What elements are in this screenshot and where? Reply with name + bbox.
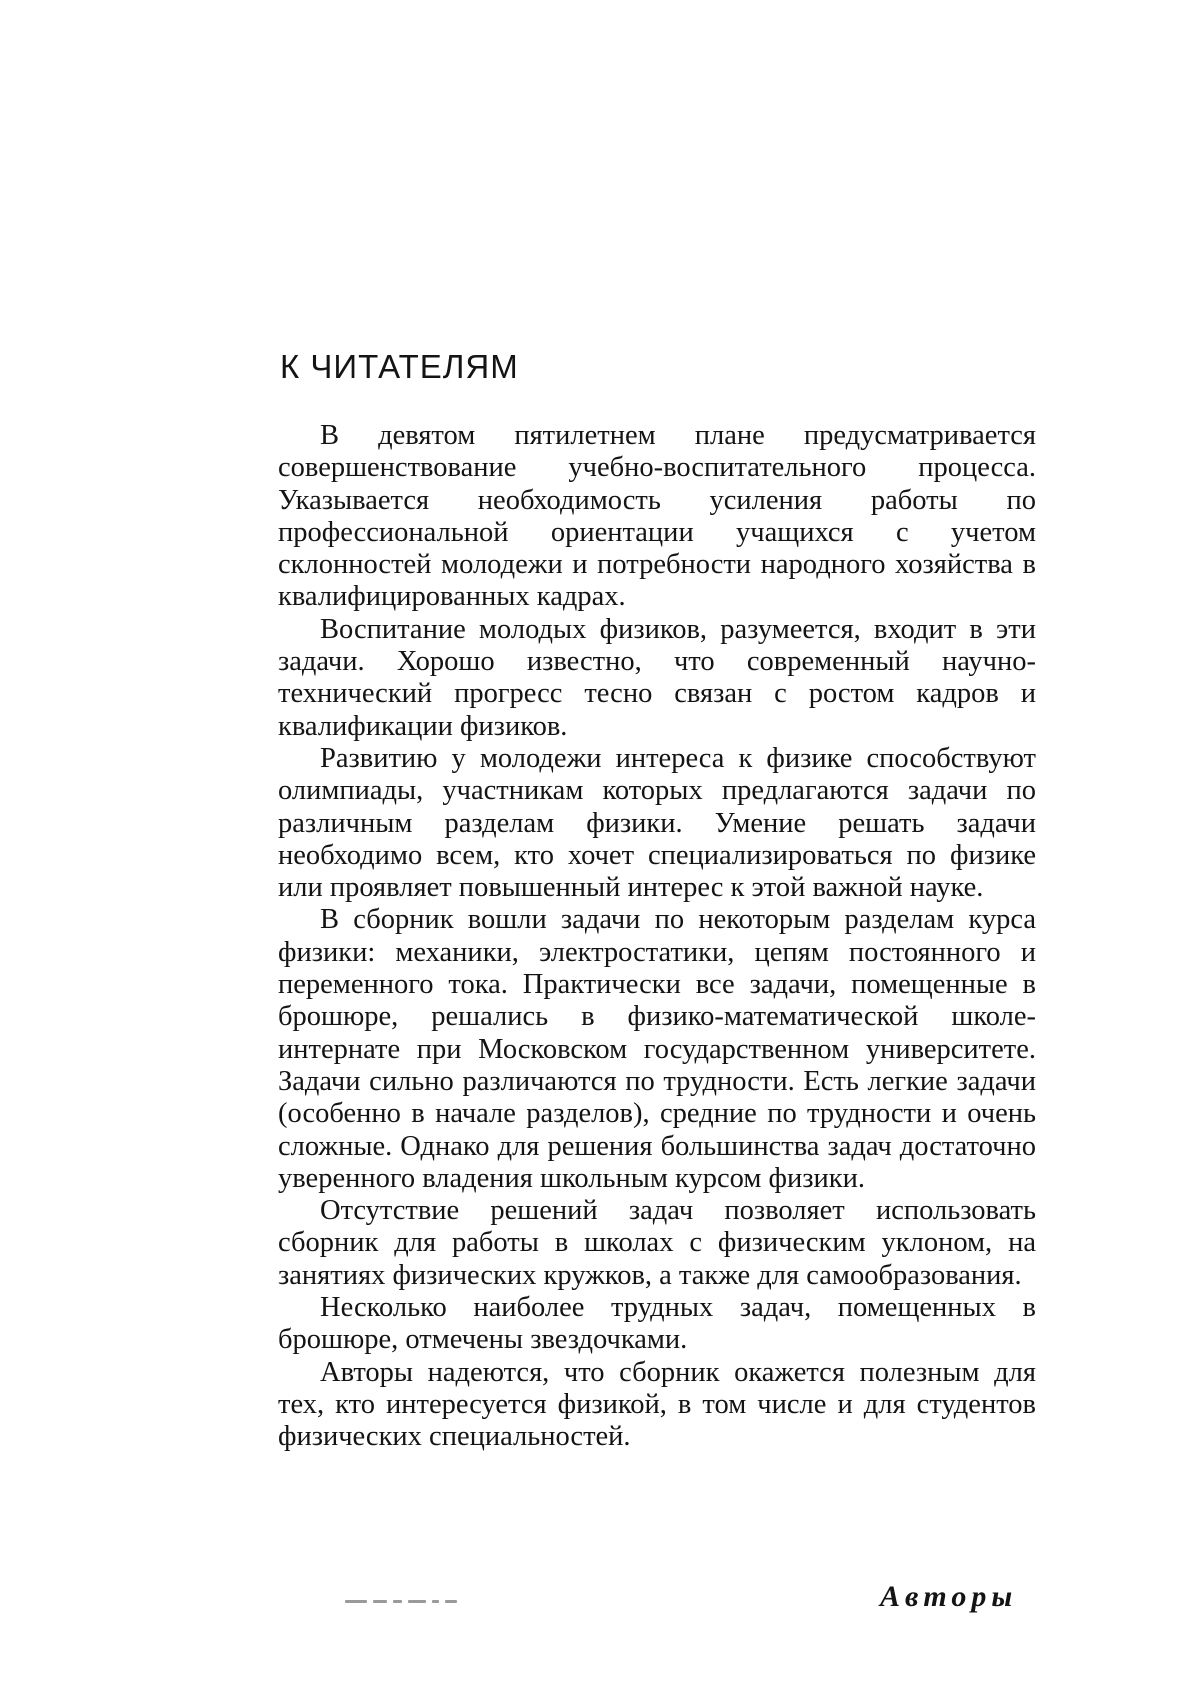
paragraph-authors-hope: Авторы надеются, что сборник окажется полезным для тех, кто интересуется физикой, в том числе и для студентов физических специальностей. bbox=[278, 1356, 1036, 1453]
paragraph-collection-contents: В сборник вошли задачи по некоторым разделам курса физики: механики, электростатики, цепям постоянного и переменного тока. Практически все задачи, помещенные в брошюре, решались в физико-математической школе-интернате при Московском государственном университете. Задачи сильно различаются по трудности. Есть легкие задачи (особенно в начале разделов), средние по трудности и очень сложные. Однако для решения большинства задач достаточно уверенного владения школьным курсом физики. bbox=[278, 904, 1036, 1194]
paragraph-no-solutions: Отсутствие решений задач позволяет использовать сборник для работы в школах с физическим уклоном, на занятиях физических кружков, а также для самообразования. bbox=[278, 1195, 1036, 1291]
signature-authors: Авторы bbox=[880, 1580, 1018, 1613]
paragraph-olympiads: Развитию у молодежи интереса к физике способствуют олимпиады, участникам которых предлагаются задачи по различным разделам физики. Умение решать задачи необходимо всем, кто хочет специализироваться по физике или проявляет повышенный интерес к этой важной науке. bbox=[278, 742, 1036, 904]
page-heading: К ЧИТАТЕЛЯМ bbox=[280, 348, 519, 385]
paragraph-starred-problems: Несколько наиболее трудных задач, помещенных в брошюре, отмечены звездочками. bbox=[278, 1292, 1036, 1356]
paragraph-young-physicists: Воспитание молодых физиков, разумеется, входит в эти задачи. Хорошо известно, что современный научно-технический прогресс тесно связан с ростом кадров и квалификации физиков. bbox=[278, 613, 1036, 742]
print-smudge-decoration bbox=[345, 1596, 515, 1606]
paragraph-five-year-plan: В девятом пятилетнем плане предусматривается совершенствование учебно-воспитательного процесса. Указывается необходимость усиления работы по профессиональной ориентации учащихся с учетом склонностей молодежи и потребности народного хозяйства в квалифицированных кадрах. bbox=[278, 420, 1036, 613]
preface-body bbox=[278, 420, 1036, 1454]
